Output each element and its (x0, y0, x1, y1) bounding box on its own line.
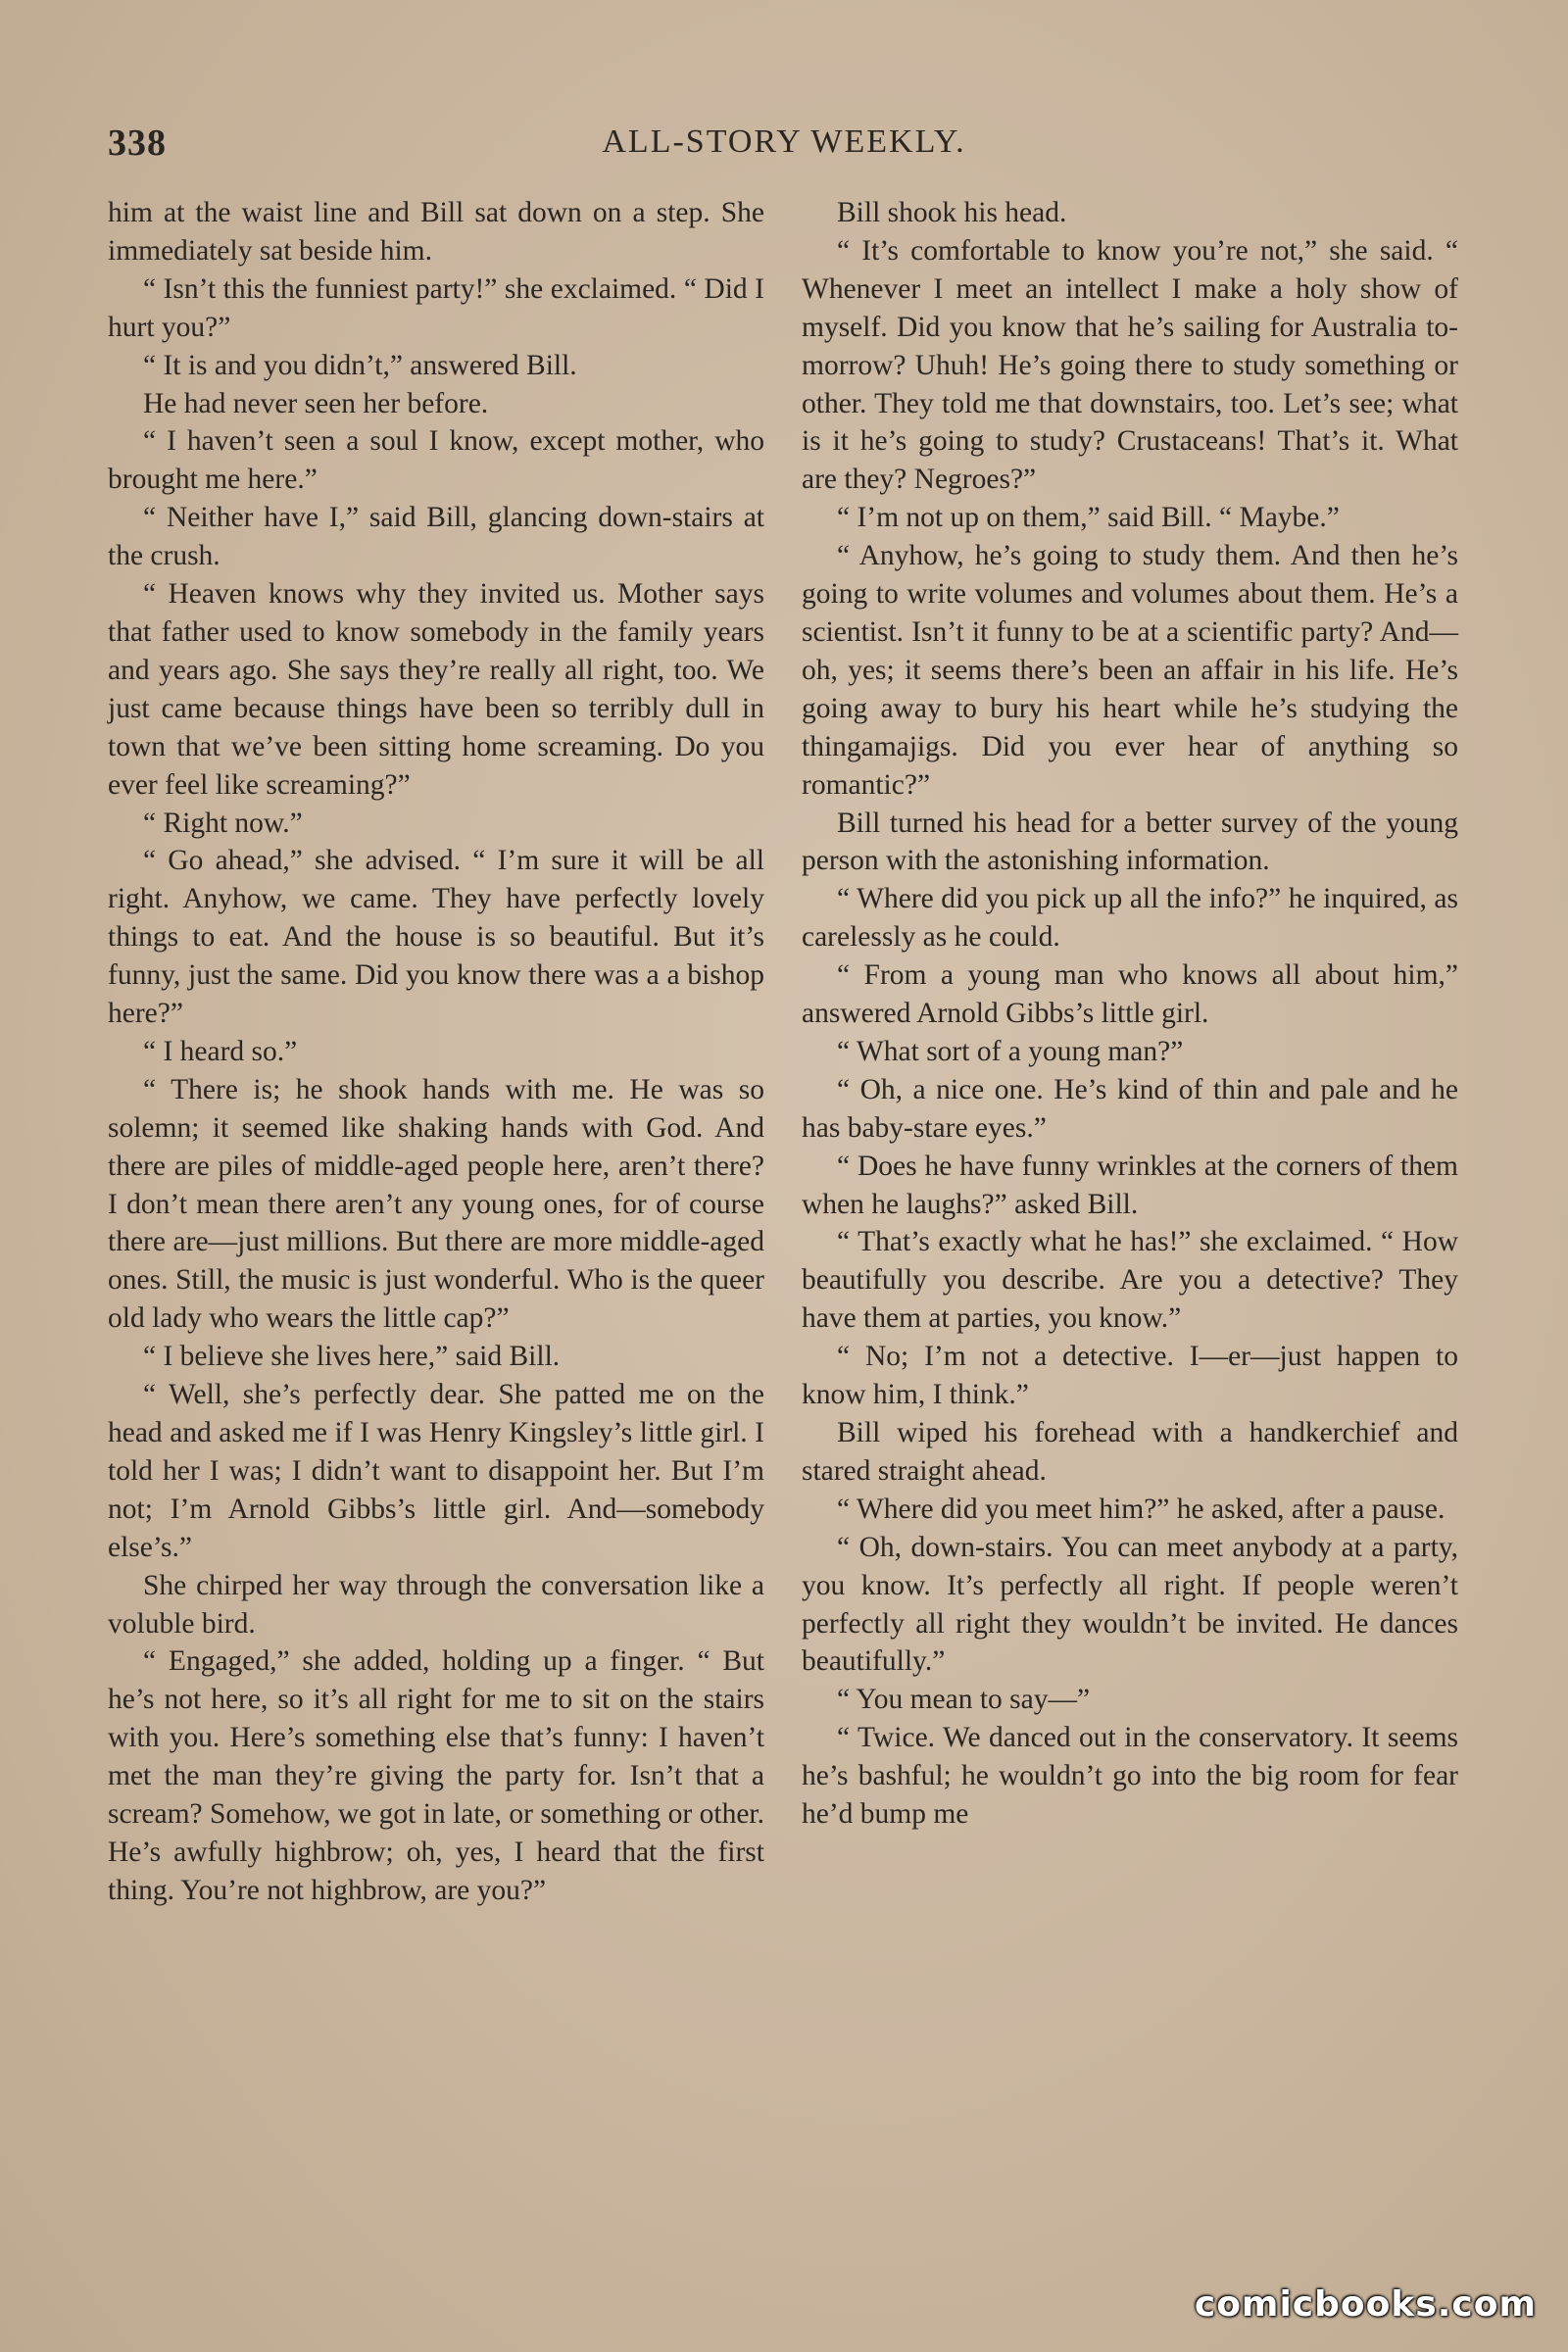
paragraph: “ There is; he shook hands with me. He was so solemn; it seemed like shaking hands with God. And there are piles of middle-aged people here, aren’t there? I don’t mean there aren’t any young ones, for of course there are—just millions. But there are more middle-aged ones. Still, the music is just wonderful. Who is the queer old lady who wears the little cap?” (108, 1073, 764, 1335)
paragraph: “ Where did you pick up all the info?” he inquired, as carelessly as he could. (802, 883, 1458, 954)
paragraph: “ It’s comfortable to know you’re not,” she said. “ Whenever I meet an intellect I make a holy show of myself. Did you know that he’s sailing for Australia to-morrow? Uhuh! He’s going there to study something or other. They told me that downstairs, too. Let’s see; what is it he’s going to study? Crustaceans! That’s it. What are they? Negroes?” (802, 234, 1458, 496)
paragraph: “ Anyhow, he’s going to study them. And then he’s going to write volumes and volumes about them. He’s a scientist. Isn’t it funny to be at a scientific party? And—oh, yes; it seems there’s been an affair in his life. He’s going away to bury his heart while he’s studying the thingamajigs. Did you ever hear of anything so romantic?” (802, 540, 1458, 801)
paragraph: “ Where did you meet him?” he asked, after a pause. (837, 1493, 1446, 1525)
left-column (108, 194, 764, 1910)
paragraph: “ What sort of a young man?” (837, 1035, 1184, 1067)
paragraph: She chirped her way through the conversation like a voluble bird. (108, 1569, 764, 1640)
paragraph: “ Heaven knows why they invited us. Mother says that father used to know somebody in the family years and years ago. She says they’re really all right, too. We just came because things have been so terribly dull in town that we’ve been sitting home screaming. Do you ever feel like screaming?” (108, 578, 764, 801)
paragraph: Bill shook his head. (837, 197, 1067, 228)
paragraph: “ Neither have I,” said Bill, glancing down-stairs at the crush. (108, 502, 764, 572)
paragraph: Bill turned his head for a better survey of the young person with the astonishing information. (802, 807, 1458, 877)
paragraph: “ Does he have funny wrinkles at the corners of them when he laughs?” asked Bill. (802, 1150, 1458, 1220)
paragraph: “ Right now.” (143, 807, 303, 839)
running-head: ALL-STORY WEEKLY. (602, 123, 966, 160)
right-column (802, 194, 1458, 1834)
paragraph: “ That’s exactly what he has!” she exclaimed. “ How beautifully you describe. Are you a detective? They have them at parties, you know.” (802, 1226, 1458, 1335)
paragraph: “ Oh, a nice one. He’s kind of thin and pale and he has baby-stare eyes.” (802, 1073, 1458, 1144)
paragraph: Bill wiped his forehead with a handkerchief and stared straight ahead. (802, 1417, 1458, 1487)
paragraph: “ From a young man who knows all about him,” answered Arnold Gibbs’s little girl. (802, 959, 1458, 1030)
paragraph: “ No; I’m not a detective. I—er—just happen to know him, I think.” (802, 1341, 1458, 1411)
paragraph: “ I’m not up on them,” said Bill. “ Maybe.” (837, 502, 1340, 534)
paragraph: “ Go ahead,” she advised. “ I’m sure it will be all right. Anyhow, we came. They have perfectly lovely things to eat. And the house is so beautiful. But it’s funny, just the same. Did you know there was a a bishop here?” (108, 845, 764, 1030)
watermark: comicbooks.com (1194, 2284, 1537, 2325)
paragraph: He had never seen her before. (143, 387, 489, 419)
paragraph: “ I heard so.” (143, 1035, 298, 1067)
page-header (108, 122, 1460, 171)
paragraph: “ You mean to say—” (837, 1684, 1091, 1716)
paragraph: “ Isn’t this the funniest party!” she exclaimed. “ Did I hurt you?” (108, 272, 764, 343)
paragraph: “ Oh, down-stairs. You can meet anybody at a party, you know. It’s perfectly all right. If people weren’t perfectly all right they wouldn’t be invited. He dances beautifully.” (802, 1531, 1458, 1678)
paragraph: “ Well, she’s perfectly dear. She patted me on the head and asked me if I was Henry Kingsley’s little girl. I told her I was; I didn’t want to disappoint her. But I’m not; I’m Arnold Gibbs’s little girl. And—somebody else’s.” (108, 1379, 764, 1563)
paragraph: “ It is and you didn’t,” answered Bill. (143, 349, 577, 381)
paragraph: “ I believe she lives here,” said Bill. (143, 1341, 561, 1373)
page-number: 338 (108, 122, 167, 164)
paragraph: “ I haven’t seen a soul I know, except mother, who brought me here.” (108, 425, 764, 496)
paragraph: “ Engaged,” she added, holding up a finger. “ But he’s not here, so it’s all right for me to sit on the stairs with you. Here’s something else that’s funny: I haven’t met the man they’re giving the party for. Isn’t that a scream? Somehow, we got in late, or something or other. He’s awfully highbrow; oh, yes, I heard that the first thing. You’re not highbrow, are you?” (108, 1645, 764, 1906)
paragraph: him at the waist line and Bill sat down on a step. She immediately sat beside him. (108, 197, 764, 267)
paragraph: “ Twice. We danced out in the conservatory. It seems he’s bashful; he wouldn’t go into the big room for fear he’d bump me (802, 1722, 1458, 1831)
